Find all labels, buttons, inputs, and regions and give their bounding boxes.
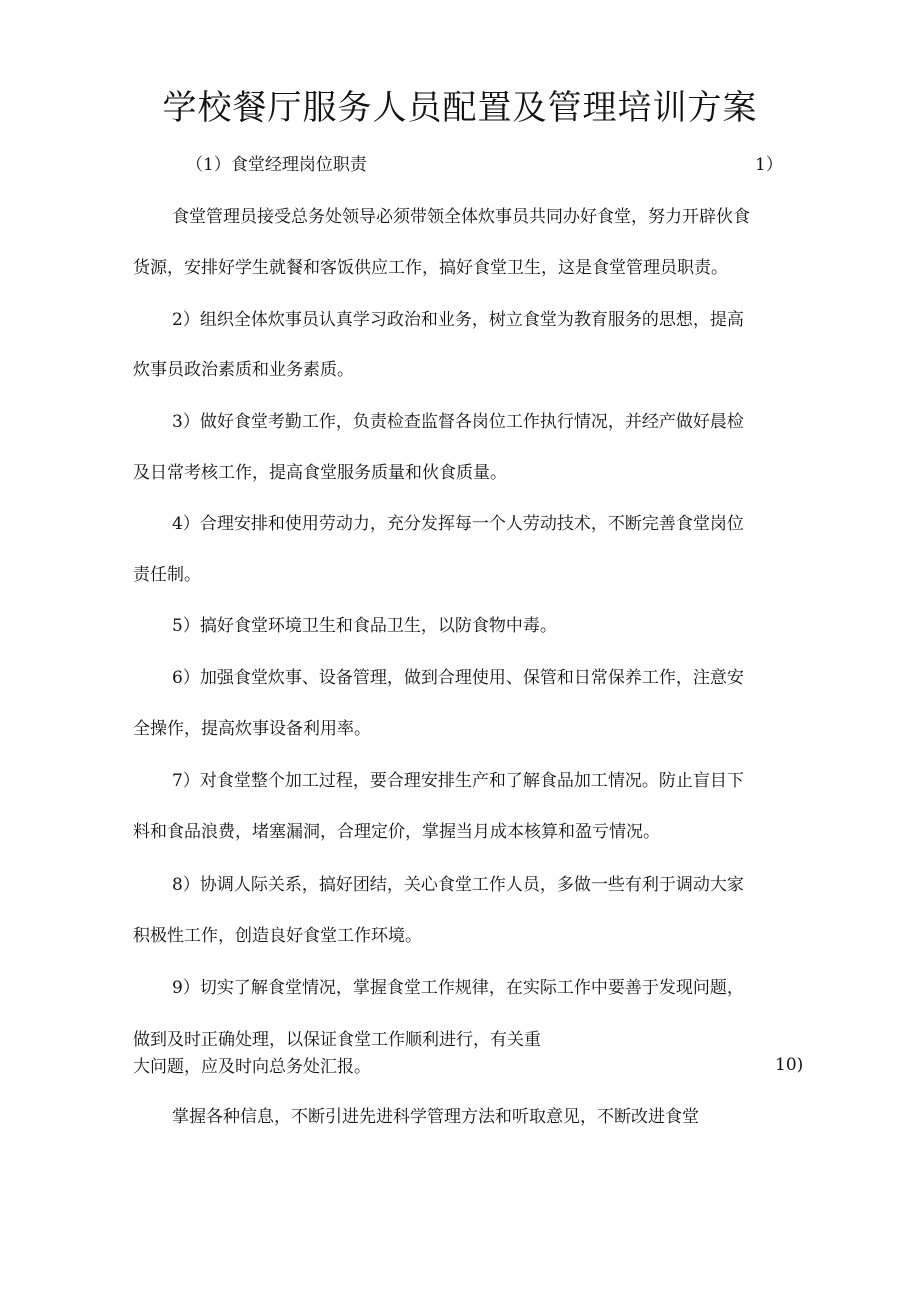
text-line-11: 全操作，提高炊事设备利用率。: [133, 719, 371, 739]
text-line-1: 食堂管理员接受总务处领导必须带领全体炊事员共同办好食堂，努力开辟伙食: [172, 207, 750, 227]
text-line-15: 积极性工作，创造良好食堂工作环境。: [133, 926, 422, 946]
document-title: 学校餐厅服务人员配置及管理培训方案: [162, 88, 758, 128]
text-line-19: 掌握各种信息，不断引进先进科学管理方法和听取意见，不断改进食堂: [172, 1107, 699, 1127]
side-number: 10): [775, 1055, 804, 1075]
text-line-3: 2）组织全体炊事员认真学习政治和业务，树立食堂为教育服务的思想，提高: [172, 310, 744, 330]
text-line-7: 4）合理安排和使用劳动力，充分发挥每一个人劳动技术，不断完善食堂岗位: [172, 514, 744, 534]
text-line-5: 3）做好食堂考勤工作，负责检查监督各岗位工作执行情况，并经产做好晨检: [172, 412, 744, 432]
text-line-2: 货源，安排好学生就餐和客饭供应工作，搞好食堂卫生，这是食堂管理员职责。: [133, 258, 728, 278]
text-line-8: 责任制。: [133, 565, 201, 585]
text-line-16: 9）切实了解食堂情况，掌握食堂工作规律，在实际工作中要善于发现问题，: [172, 978, 744, 998]
text-line-14: 8）协调人际关系，搞好团结，关心食堂工作人员，多做一些有利于调动大家: [172, 875, 744, 895]
text-line-13: 料和食品浪费，堵塞漏洞，合理定价，掌握当月成本核算和盈亏情况。: [133, 822, 660, 842]
text-line-6: 及日常考核工作，提高食堂服务质量和伙食质量。: [133, 463, 507, 483]
text-line-12: 7）对食堂整个加工过程，要合理安排生产和了解食品加工情况。防止盲目下: [172, 771, 744, 791]
text-line-17: 做到及时正确处理，以保证食堂工作顺利进行，有关重: [133, 1030, 541, 1050]
text-line-4: 炊事员政治素质和业务素质。: [133, 360, 354, 380]
text-line-10: 6）加强食堂炊事、设备管理，做到合理使用、保管和日常保养工作，注意安: [172, 668, 744, 688]
text-line-9: 5）搞好食堂环境卫生和食品卫生，以防食物中毒。: [172, 616, 557, 636]
section-heading: （1）食堂经理岗位职责: [186, 155, 367, 175]
section-heading-number: 1）: [755, 155, 783, 175]
text-line-18: 大问题，应及时向总务处汇报。: [133, 1057, 371, 1077]
